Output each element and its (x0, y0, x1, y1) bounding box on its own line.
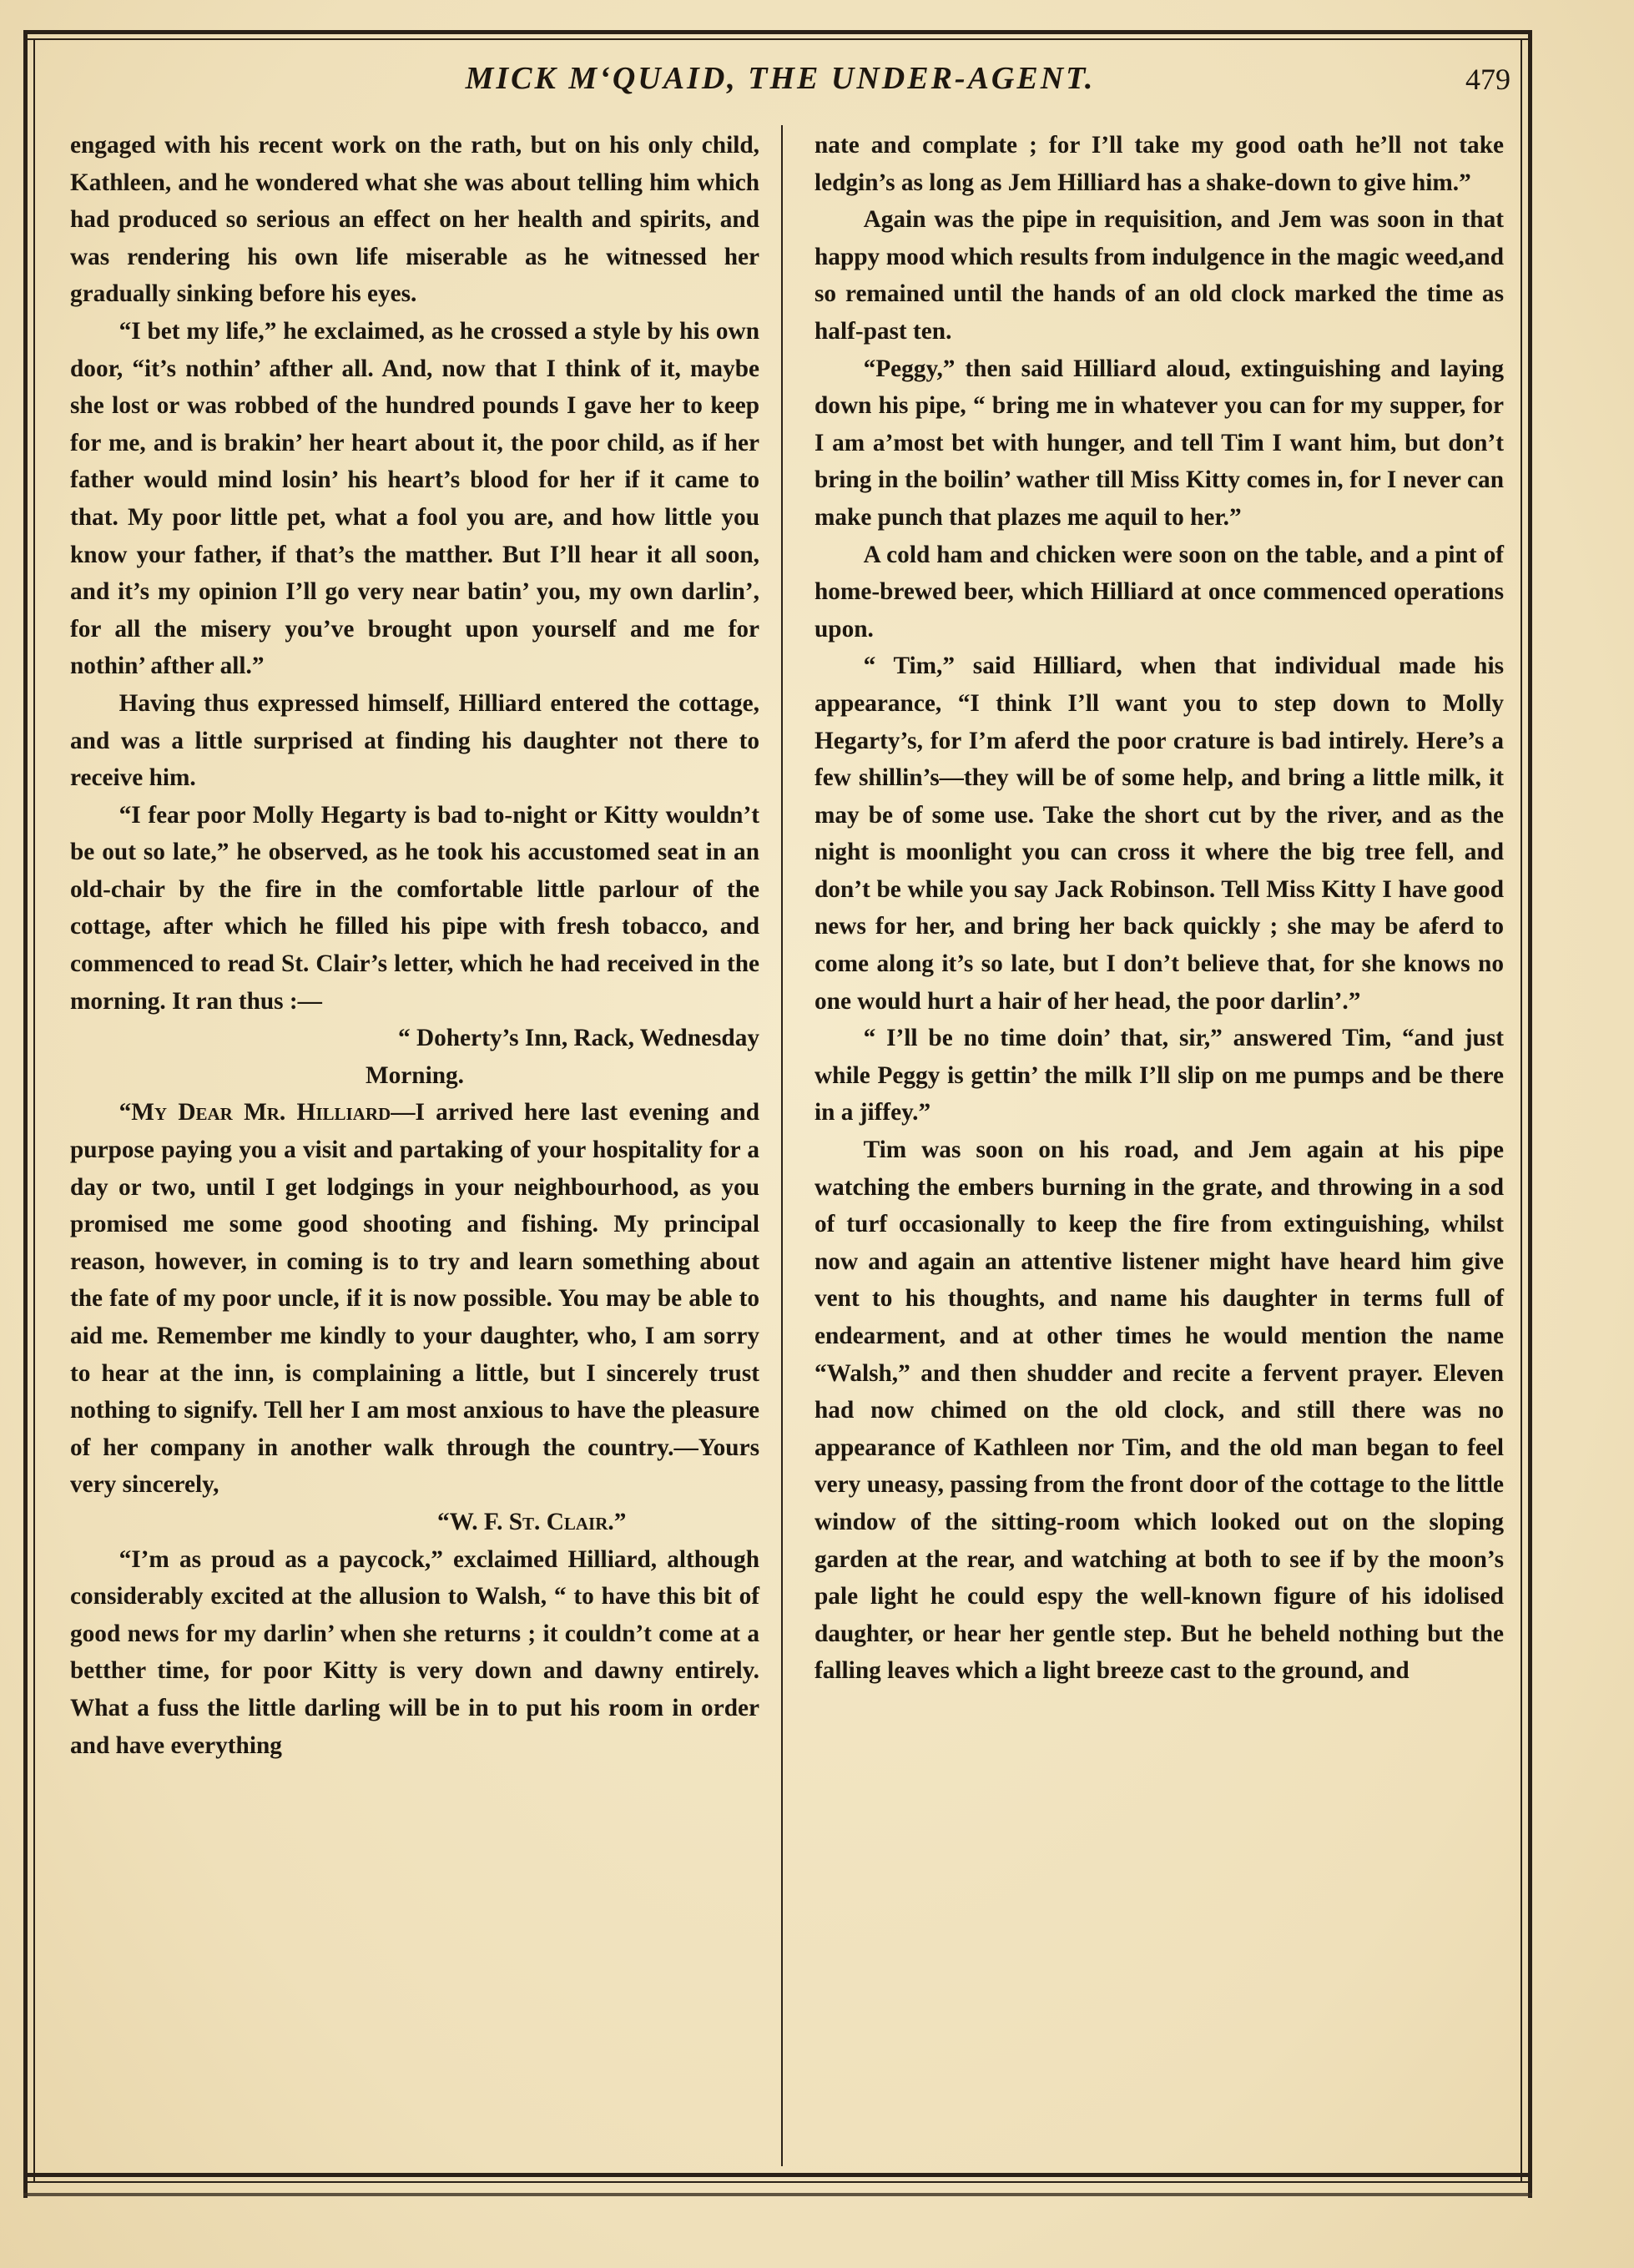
right-border-rule (1528, 30, 1532, 2198)
paragraph: “I fear poor Molly Hegarty is bad to-night or Kitty wouldn’t be out so late,” he observed, as he took his accustomed seat in an old-chair by the fire in the comfortable little parlour of the cottage, after which he filled his pipe with fresh tobacco, and commenced to read St. Clair’s letter, which he had received in the morning. It ran thus :— (70, 801, 759, 1015)
paragraph: Tim was soon on his road, and Jem again at his pipe watching the embers burning in the grate, and throwing in a sod of turf occasionally to keep the fire from extinguishing, whilst now and again an attentive listener might have heard him give vent to his thoughts, and name his daughter in terms full of endearment, and at other times he would mention the name “Walsh,” and then shudder and recite a fervent prayer. Eleven had now chimed on the old clock, and still there was no appearance of Kathleen nor Tim, and the old man began to feel very uneasy, passing from the front door of the cottage to the little window of the sitting-room which looked out on the sloping garden at the rear, and watching at both to see if by the moon’s pale light he could espy the well-known figure of his idolised daughter, or hear her gentle step. But he beheld nothing but the falling leaves which a light breeze cast to the ground, and (814, 1137, 1504, 1685)
paragraph: “I’m as proud as a paycock,” exclaimed Hilliard, although considerably excited at the allusion to Walsh, “ to have this bit of good news for my darlin’ when she returns ; it couldn’t come at a betther time, for poor Kitty is very down and dawny entirely. What a fuss the little darling will be in to put his room in order and have everything (70, 1545, 759, 1759)
letter-salutation: “My Dear Mr. Hilliard (119, 1099, 391, 1126)
paragraph: “I bet my life,” he exclaimed, as he crossed a style by his own door, “it’s nothin’ afther all. And, now that I think of it, maybe she lost or was robbed of the hundred pounds I gave her to keep for me, and is brakin’ her heart about it, the poor child, as if her father would mind losin’ his heart’s blood for her if it came to that. My poor little pet, what a fool you are, and how little you know your father, if that’s the matther. But I’ll hear it all soon, and it’s my opinion I’ll go very near batin’ you, my own darlin’, for all the misery you’ve brought upon yourself and me for nothin’ afther all.” (70, 317, 759, 680)
letter-body (70, 1094, 759, 1504)
bottom-border-rule (23, 2173, 1532, 2177)
running-title: MICK M‘QUAID, THE UNDER-AGENT. (465, 61, 1096, 96)
right-border-rule-thin (1521, 38, 1522, 2183)
left-border-rule-thin (33, 38, 35, 2183)
paragraph: “ I’ll be no time doin’ that, sir,” answered Tim, “and just while Peggy is gettin’ the milk I’ll slip on me pumps and be there in a jiffey.” (814, 1025, 1504, 1126)
bottom-border-rule-thin (23, 2181, 1532, 2183)
bottom-ornament-rule (23, 2193, 1532, 2196)
column-divider (781, 125, 783, 2166)
top-border-rule-thin (23, 38, 1532, 40)
paragraph: nate and complate ; for I’ll take my good oath he’ll not take ledgin’s as long as Jem Hilliard has a shake-down to give him.” (814, 132, 1504, 196)
right-column (814, 127, 1504, 1690)
paragraph: engaged with his recent work on the rath, but on his only child, Kathleen, and he wondered what she was about telling him which had produced so serious an effect on her health and spirits, and was rendering his own life miserable as he witnessed her gradually sinking before his eyes. (70, 132, 759, 308)
paragraph: A cold ham and chicken were soon on the table, and a pint of home-brewed beer, which Hilliard at once commenced operations upon. (814, 541, 1504, 643)
paragraph: Again was the pipe in requisition, and Jem was soon in that happy mood which results from indulgence in the magic weed,and so remained until the hands of an old clock marked the time as half-past ten. (814, 206, 1504, 345)
paragraph: Having thus expressed himself, Hilliard entered the cottage, and was a little surprised at finding his daughter not there to receive him. (70, 689, 759, 792)
running-head (50, 60, 1510, 110)
left-column (70, 127, 759, 1764)
left-border-rule (23, 30, 28, 2198)
letter-signature: “W. F. St. Clair.” (437, 1508, 627, 1535)
letter-text: —I arrived here last evening and purpose paying you a visit and partaking of your hospitality for a day or two, until I get lodgings in your neighbourhood, as you promised me some good shooting and fishing. My principal reason, however, in coming is to try and learn something about the fate of my poor uncle, if it is now possible. You may be able to aid me. Remember me kindly to your daughter, who, I am sorry to hear at the inn, is complaining a little, but I sincerely trust nothing to signify. Tell her I am most anxious to have the pleasure of her company in another walk through the country.—Yours very sincerely, (70, 1099, 760, 1499)
top-border-rule (23, 30, 1532, 34)
letter-dateline-cont: Morning. (365, 1061, 464, 1089)
page-number: 479 (1465, 63, 1510, 96)
letter-dateline: “ Doherty’s Inn, Rack, Wednesday (397, 1025, 759, 1052)
paragraph: “Peggy,” then said Hilliard aloud, extinguishing and laying down his pipe, “ bring me in whatever you can for my supper, for I am a’most bet with hunger, and tell Tim I want him, but don’t bring in the boilin’ wather till Miss Kitty comes in, for I never can make punch that plazes me aquil to her.” (814, 355, 1504, 531)
paragraph: “ Tim,” said Hilliard, when that individual made his appearance, “I think I’ll want you to step down to Molly Hegarty’s, for I’m aferd the poor crature is bad intirely. Here’s a few shillin’s—they will be of some help, and bring a little milk, it may be of some use. Take the short cut by the river, and as the night is moonlight you can cross it where the big tree fell, and don’t be while you say Jack Robinson. Tell Miss Kitty I have good news for her, and bring her back quickly ; she may be aferd to come along it’s so late, but I don’t believe that, for she knows no one would hurt a hair of her head, the poor darlin’.” (814, 653, 1504, 1015)
